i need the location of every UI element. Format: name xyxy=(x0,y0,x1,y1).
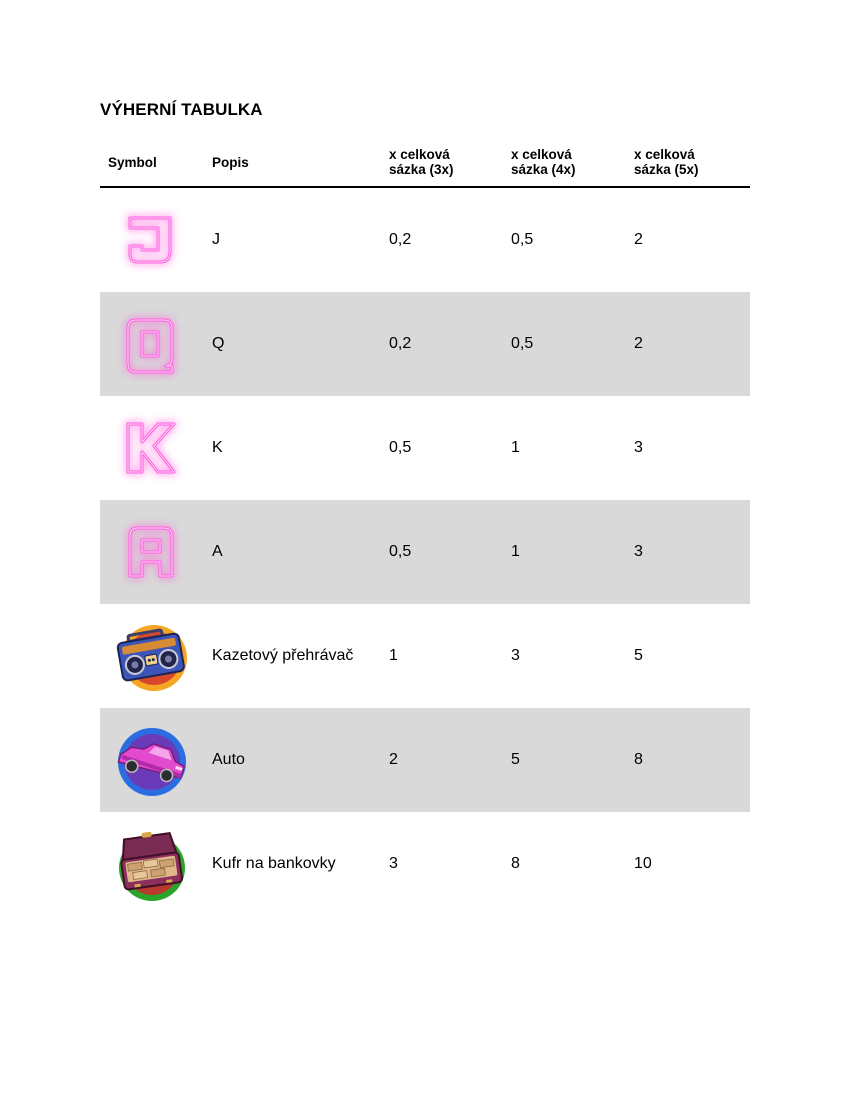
header-payout-5x-line2: sázka (5x) xyxy=(634,162,699,177)
boombox-icon xyxy=(114,620,188,694)
header-payout-4x-line2: sázka (4x) xyxy=(511,162,576,177)
row-description: Kufr na bankovky xyxy=(212,855,336,872)
payout-3x: 0,5 xyxy=(389,439,412,456)
payout-3x: 1 xyxy=(389,647,398,664)
payout-3x: 2 xyxy=(389,751,398,768)
neon-letter-j-icon xyxy=(114,204,188,278)
header-symbol: Symbol xyxy=(108,155,157,170)
payout-5x: 10 xyxy=(634,855,652,872)
payout-5x: 3 xyxy=(634,439,643,456)
payout-5x: 2 xyxy=(634,335,643,352)
payout-4x: 8 xyxy=(511,855,520,872)
pink-car-icon xyxy=(114,724,188,798)
row-description: Q xyxy=(212,335,225,352)
header-payout-4x xyxy=(511,147,576,177)
page-title: VÝHERNÍ TABULKA xyxy=(100,100,263,119)
paytable xyxy=(100,140,750,916)
row-description: Kazetový přehrávač xyxy=(212,647,354,664)
row-description: A xyxy=(212,543,223,560)
payout-4x: 1 xyxy=(511,543,520,560)
row-description: K xyxy=(212,439,223,456)
header-payout-3x-line1: x celková xyxy=(389,147,450,162)
header-payout-3x xyxy=(389,147,454,177)
table-row xyxy=(100,292,750,396)
header-payout-3x-line2: sázka (3x) xyxy=(389,162,454,177)
header-payout-5x-line1: x celková xyxy=(634,147,695,162)
payout-5x: 8 xyxy=(634,751,643,768)
table-row xyxy=(100,708,750,812)
money-suitcase-icon xyxy=(114,828,188,902)
neon-letter-a-icon xyxy=(114,516,188,590)
neon-letter-k-icon xyxy=(114,412,188,486)
payout-3x: 0,2 xyxy=(389,231,412,248)
payout-4x: 5 xyxy=(511,751,520,768)
header-payout-5x xyxy=(634,147,699,177)
payout-4x: 0,5 xyxy=(511,231,534,248)
header-popis: Popis xyxy=(212,155,249,170)
table-row xyxy=(100,500,750,604)
row-description: Auto xyxy=(212,751,245,768)
payout-4x: 1 xyxy=(511,439,520,456)
table-row xyxy=(100,188,750,292)
table-header xyxy=(100,140,750,188)
table-row xyxy=(100,396,750,500)
table-row xyxy=(100,812,750,916)
payout-5x: 2 xyxy=(634,231,643,248)
payout-5x: 5 xyxy=(634,647,643,664)
row-description: J xyxy=(212,231,220,248)
payout-4x: 3 xyxy=(511,647,520,664)
payout-3x: 0,2 xyxy=(389,335,412,352)
header-payout-4x-line1: x celková xyxy=(511,147,572,162)
neon-letter-q-icon xyxy=(114,308,188,382)
payout-3x: 3 xyxy=(389,855,398,872)
table-row xyxy=(100,604,750,708)
payout-4x: 0,5 xyxy=(511,335,534,352)
payout-3x: 0,5 xyxy=(389,543,412,560)
payout-5x: 3 xyxy=(634,543,643,560)
